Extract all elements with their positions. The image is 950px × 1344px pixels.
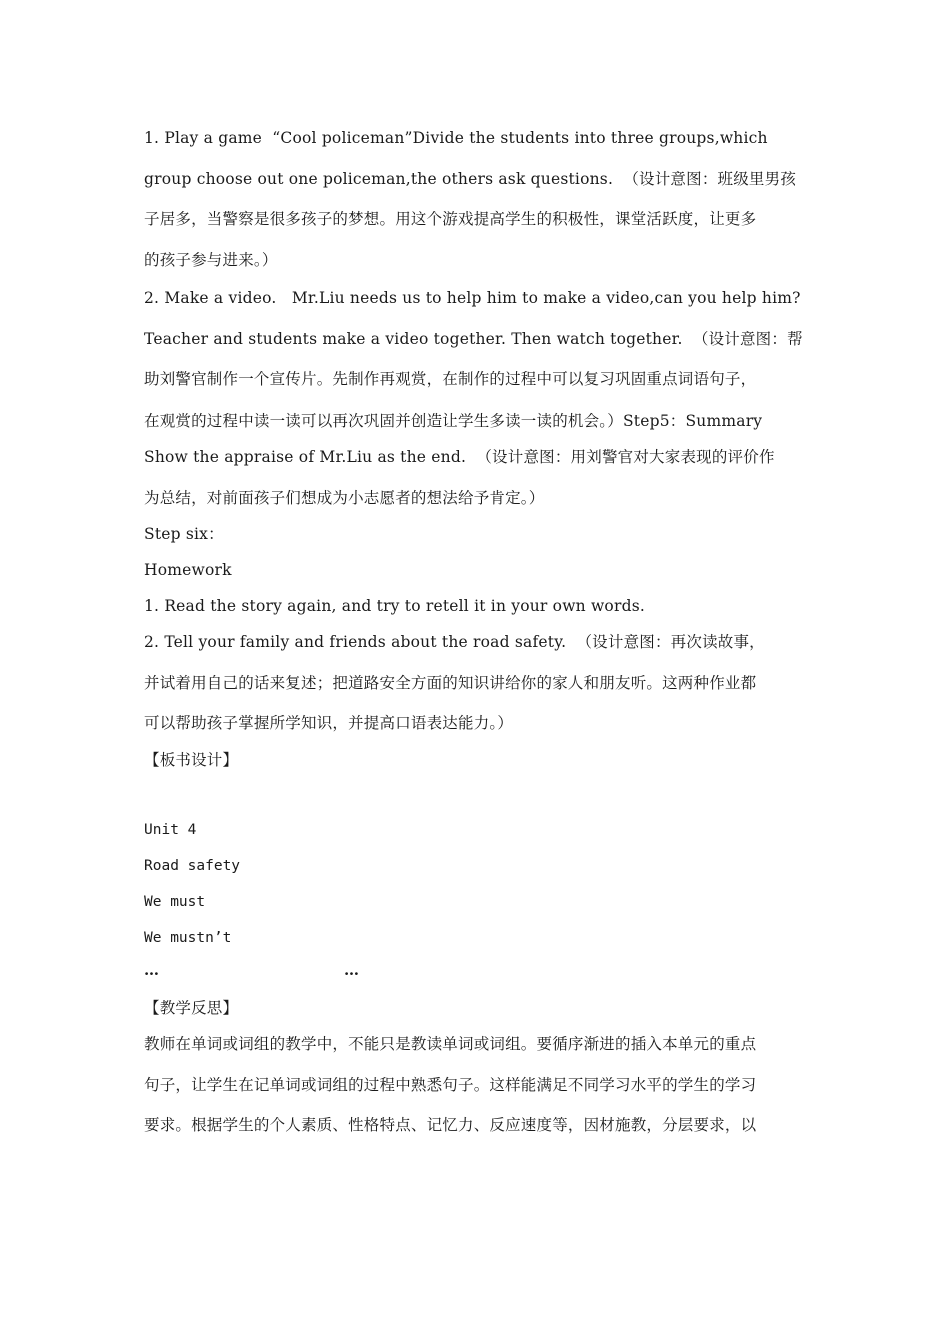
text-line: 子居多，当警察是很多孩子的梦想。用这个游戏提高学生的积极性，课堂活跃度，让更多 bbox=[144, 210, 757, 228]
ellipsis-right: … bbox=[344, 961, 359, 979]
text-line: 1. Read the story again, and try to retell it in your own words. bbox=[144, 597, 645, 615]
text-line: Show the appraise of Mr.Liu as the end. （设计意图：用刘警官对大家表现的评价作 bbox=[144, 448, 775, 466]
text-line: 助刘警官制作一个宣传片。先制作再观赏，在制作的过程中可以复习巩固重点词语句子， bbox=[144, 370, 757, 388]
text-line: Homework bbox=[144, 561, 232, 579]
text-line: Step six： bbox=[144, 525, 224, 543]
text-line: 2. Make a video. Mr.Liu needs us to help him to make a video,can you help him? bbox=[144, 289, 801, 307]
text-line: 句子，让学生在记单词或词组的过程中熟悉句子。这样能满足不同学习水平的学生的学习 bbox=[144, 1076, 757, 1094]
ellipsis-left: … bbox=[144, 961, 159, 979]
section-heading-teaching-reflection: 【教学反思】 bbox=[144, 999, 239, 1017]
text-line: 为总结，对前面孩子们想成为小志愿者的想法给予肯定。） bbox=[144, 489, 545, 507]
text-line: 在观赏的过程中读一读可以再次巩固并创造让学生多读一读的机会。）Step5：Summary bbox=[144, 412, 763, 430]
text-line: group choose out one policeman,the others ask questions. （设计意图：班级里男孩 bbox=[144, 170, 797, 188]
text-line: 的孩子参与进来。） bbox=[144, 251, 278, 269]
text-line: 可以帮助孩子掌握所学知识，并提高口语表达能力。） bbox=[144, 714, 514, 732]
text-line: 要求。根据学生的个人素质、性格特点、记忆力、反应速度等，因材施教，分层要求，以 bbox=[144, 1116, 757, 1134]
board-line: Unit 4 bbox=[144, 822, 197, 838]
text-line: 并试着用自己的话来复述；把道路安全方面的知识讲给你的家人和朋友听。这两种作业都 bbox=[144, 674, 757, 692]
text-line: Teacher and students make a video together. Then watch together. （设计意图：帮 bbox=[144, 330, 803, 348]
text-line: 1. Play a game “Cool policeman”Divide the students into three groups,which bbox=[144, 129, 768, 147]
text-line: 教师在单词或词组的教学中，不能只是教读单词或词组。要循序渐进的插入本单元的重点 bbox=[144, 1035, 757, 1053]
board-line: We must bbox=[144, 894, 206, 910]
section-heading-board-design: 【板书设计】 bbox=[144, 751, 239, 769]
board-line: We mustn’t bbox=[144, 930, 232, 946]
text-line: 2. Tell your family and friends about the road safety. （设计意图：再次读故事， bbox=[144, 633, 765, 651]
board-line: Road safety bbox=[144, 858, 241, 874]
